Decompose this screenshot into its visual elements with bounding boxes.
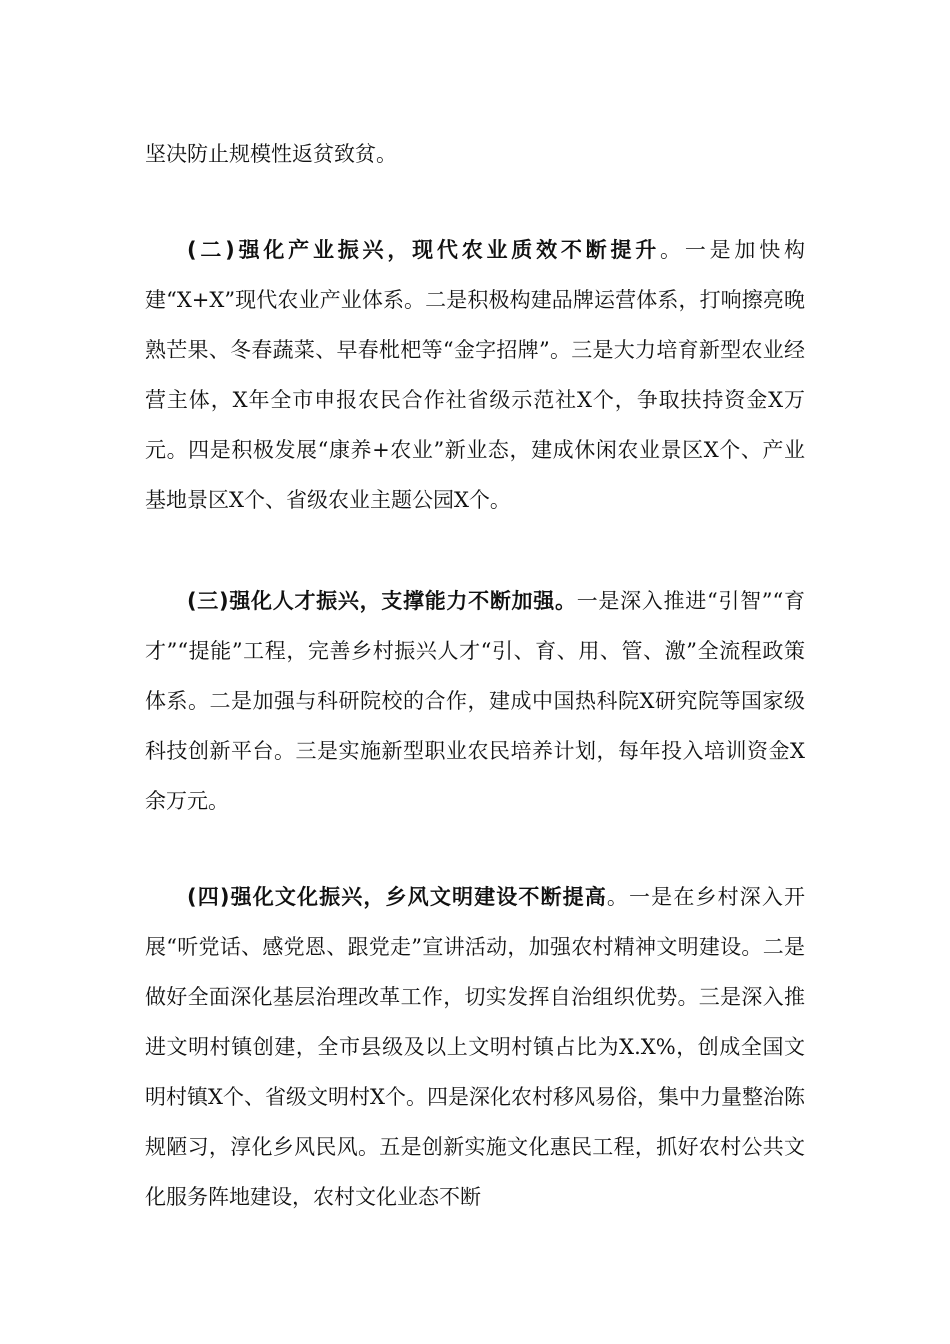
- paragraph-continuation: [145, 129, 805, 179]
- paragraph-text: [145, 129, 805, 179]
- paragraph-heading: (三)强化人才振兴，支撑能力不断加强。: [187, 589, 577, 613]
- paragraph-text: [145, 225, 805, 525]
- paragraph-culture-revitalization: [145, 872, 805, 1222]
- paragraph-text: [145, 872, 805, 1222]
- paragraph-heading: (二)强化产业振兴，现代农业质效不断提升: [187, 238, 661, 262]
- paragraph-body: 。一是加快构建“X+X”现代农业产业体系。二是积极构建品牌运营体系，打响擦亮晚熟芒果、冬春蔬菜、早春枇杷等“金字招牌”。三是大力培育新型农业经营主体，X年全市申报农民合作社省级示范社X个，争取扶持资金X万元。四是积极发展“康养+农业”新业态，建成休闲农业景区X个、产业基地景区X个、省级农业主题公园X个。: [145, 238, 805, 512]
- paragraph-talent-revitalization: [145, 576, 805, 826]
- paragraph-industry-revitalization: [145, 225, 805, 525]
- paragraph-text: [145, 576, 805, 826]
- paragraph-body: 。一是在乡村深入开展“听党话、感党恩、跟党走”宣讲活动，加强农村精神文明建设。二是做好全面深化基层治理改革工作，切实发挥自治组织优势。三是深入推进文明村镇创建，全市县级及以上文明村镇占比为X.X%，创成全国文明村镇X个、省级文明村X个。四是深化农村移风易俗，集中力量整治陈规陋习，淳化乡风民风。五是创新实施文化惠民工程，抓好农村公共文化服务阵地建设，农村文化业态不断: [145, 885, 805, 1209]
- paragraph-body: 一是深入推进“引智”“育才”“提能”工程，完善乡村振兴人才“引、育、用、管、激”全流程政策体系。二是加强与科研院校的合作，建成中国热科院X研究院等国家级科技创新平台。三是实施新型职业农民培养计划，每年投入培训资金X余万元。: [145, 589, 805, 813]
- paragraph-heading: (四)强化文化振兴，乡风文明建设不断提高: [187, 885, 607, 909]
- paragraph-body: 坚决防止规模性返贫致贫。: [145, 142, 397, 166]
